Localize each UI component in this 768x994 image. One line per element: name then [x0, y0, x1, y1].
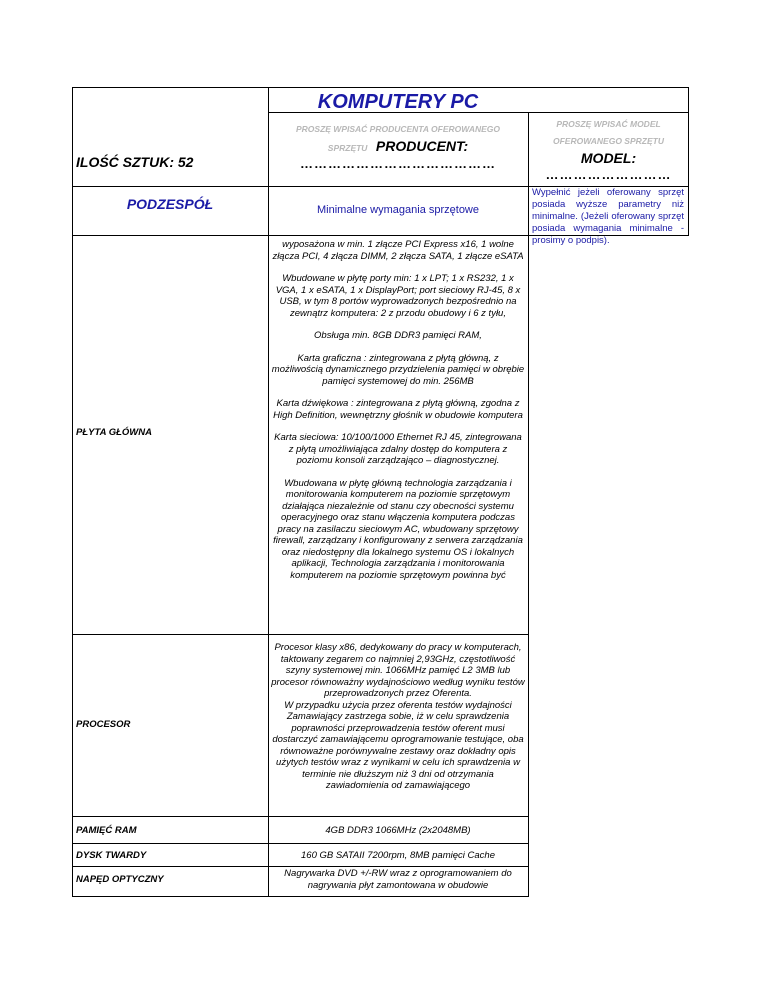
model-dots[interactable]: ……………………… — [545, 167, 672, 182]
model-hint-2: OFEROWANEGO SPRZĘTU — [553, 136, 664, 146]
fill-note: Wypełnić jeżeli oferowany sprzęt posiada wyższe parametry niż minimalne. (Jeżeli oferowany sprzęt posiada wymagania minimalne - prosimy o podpis). — [532, 187, 684, 246]
border-row1 — [72, 634, 528, 635]
row-req-processor: Procesor klasy x86, dedykowany do pracy w komputerach, taktowany zegarem co najmniej 2,93GHz, częstotliwość szyny systemowej min. 1066MHz pamięć L2 3MB lub procesor równoważny wydajnościowo według wyniku testów przeprowadzonych przez Oferenta. W przypadku użycia przez oferenta testów wydajności Zamawiający zastrzega sobie, iż w celu sprawdzenia poprawności przeprowadzenia testów oferent musi dostarczyć zamawiającemu oprogramowanie testujące, oba równoważne porównywalne zestawy oraz dokładny opis użytych testów wraz z wynikami w celu ich sprawdzenia w terminie nie dłuższym niż 3 dni od otrzymania zawiadomienia od zamawiającego — [271, 642, 525, 791]
req-paragraph: Wbudowana w płytę główną technologia zarządzania i monitorowania komputerem na poziomie sprzętowym działająca niezależnie od stanu czy obecności systemu operacyjnego oraz stanu włączenia komputera podczas pracy na zasilaczu sieciowym AC, wbudowany sprzętowy firewall, zarządzany i konfigurowany z serwera zarządzania oraz niedostępny dla lokalnego systemu OS i lokalnych aplikacji, Technologia zarządzania i monitorowania komputerem na poziomie sprzętowym powinna być — [273, 477, 523, 581]
req-paragraph: Karta dźwiękowa : zintegrowana z płytą główną, zgodna z High Definition, wewnętrzny głośnik w obudowie komputera — [273, 398, 523, 421]
model-hint: PROSZĘ WPISAĆ MODEL — [556, 119, 661, 129]
producer-label: PRODUCENT: — [375, 138, 469, 154]
model-label: MODEL: — [580, 150, 637, 166]
border-row5 — [72, 896, 528, 897]
page-title: KOMPUTERY PC — [317, 91, 479, 113]
border-row4 — [72, 866, 528, 867]
producer-hint: PROSZĘ WPISAĆ PRODUCENTA OFEROWANEGO — [295, 124, 500, 134]
border-col2 — [528, 112, 529, 897]
row-req-ram: 4GB DDR3 1066MHz (2x2048MB) — [325, 825, 471, 836]
row-req-motherboard — [271, 239, 525, 633]
row-label-hdd: DYSK TWARDY — [76, 850, 147, 861]
quantity-label: ILOŚĆ SZTUK: 52 — [76, 154, 194, 170]
border-row3 — [72, 843, 528, 844]
border-top — [72, 87, 689, 88]
row-label-optical: NAPĘD OPTYCZNY — [76, 874, 164, 885]
producer-hint-2: SPRZĘTU — [327, 143, 368, 153]
req-paragraph: Wbudowane w płytę porty min: 1 x LPT; 1 x RS232, 1 x VGA, 1 x eSATA, 1 x DisplayPort; port sieciowy RJ-45, 8 x USB, w tym 8 portów wyprowadzonych bezpośrednio na zewnątrz komputera: 2 z przodu obudowy i 6 z tyłu, — [275, 273, 521, 319]
req-paragraph: Karta graficzna : zintegrowana z płytą główną, z możliwością dynamicznego przydzielenia pamięci w obrębie pamięci systemowej do min. 256MB — [271, 352, 525, 387]
row-label-processor: PROCESOR — [76, 719, 131, 730]
req-paragraph: wyposażona w min. 1 złącze PCI Express x16, 1 wolne złącza PCI, 4 złącza DIMM, 2 złącza SATA, 1 złącze eSATA — [272, 239, 524, 262]
req-paragraph: Obsługa min. 8GB DDR3 pamięci RAM, — [314, 330, 482, 341]
model-cell — [531, 115, 686, 182]
border-row2 — [72, 816, 528, 817]
row-label-motherboard: PŁYTA GŁÓWNA — [76, 427, 152, 438]
min-requirements-header: Minimalne wymagania sprzętowe — [316, 204, 479, 216]
row-label-ram: PAMIĘĆ RAM — [76, 825, 137, 836]
row-req-optical: Nagrywarka DVD +/-RW wraz z oprogramowaniem do nagrywania płyt zamontowana w obudowie — [284, 868, 512, 891]
producer-cell — [272, 122, 524, 171]
req-paragraph: Karta sieciowa: 10/100/1000 Ethernet RJ 45, zintegrowana z płytą umożliwiająca zdalny dostęp do komputera z poziomu konsoli zarządzająco – diagnostycznej. — [274, 432, 522, 466]
row-req-hdd: 160 GB SATAII 7200rpm, 8MB pamięci Cache — [301, 850, 495, 861]
border-right — [688, 87, 689, 236]
component-header: PODZESPÓŁ — [126, 196, 214, 212]
producer-dots[interactable]: …………………………………… — [300, 156, 496, 171]
